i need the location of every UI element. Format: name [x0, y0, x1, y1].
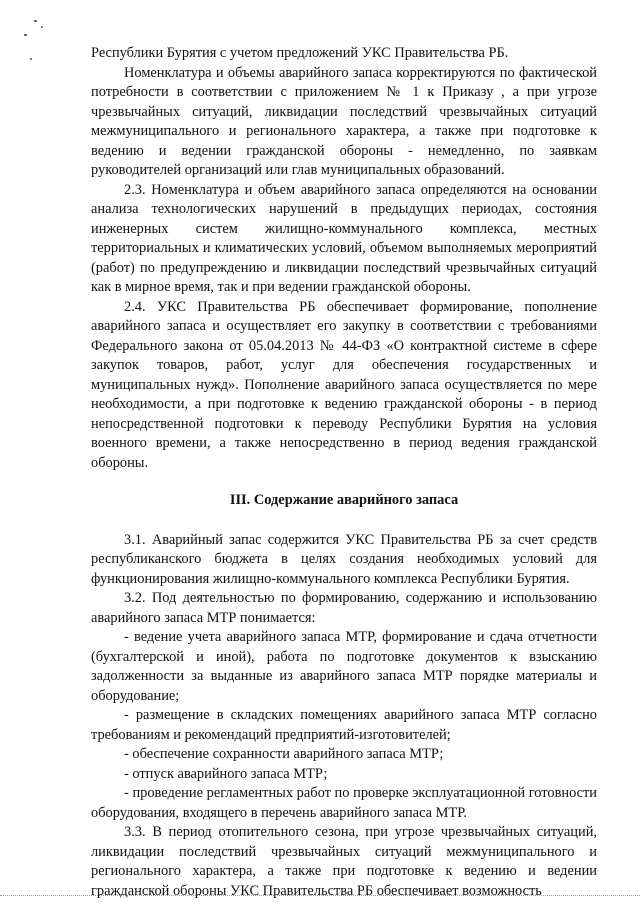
scan-speck	[41, 26, 43, 28]
list-item: - размещение в складских помещениях аварийного запаса МТР согласно требованиям и рекомендаций предприятий-изготовителей;	[91, 707, 597, 743]
paragraph: Номенклатура и объемы аварийного запаса корректируются по фактической потребности в соответствии с приложением № 1 к Приказу , а при угрозе чрезвычайных ситуаций, ликвидации последствий чрезвычайных ситуаций межмуниципального и регионального характера, а также при подготовке к ведению и ведении гражданской обороны - немедленно, по заявкам руководителей организаций или глав муниципальных образований.	[91, 64, 597, 178]
scan-specks	[22, 14, 92, 74]
list-item: - ведение учета аварийного запаса МТР, формирование и сдача отчетности (бухгалтерской и иной), работа по подготовке документов к взысканию задолженности за выданные из аварийного запаса МТР порядке материалы и оборудование;	[91, 629, 597, 704]
list-item: - обеспечение сохранности аварийного запаса МТР;	[124, 746, 444, 762]
paragraph: 3.1. Аварийный запас содержится УКС Правительства РБ за счет средств республиканского бюджета в целях создания необходимых условий для функционирования жилищно-коммунального комплекса Республики Бурятия.	[91, 531, 597, 587]
list-item: - проведение регламентных работ по проверке эксплуатационной готовности оборудования, входящего в перечень аварийного запаса МТР.	[91, 785, 597, 821]
paragraph: 2.4. УКС Правительства РБ обеспечивает формирование, пополнение аварийного запаса и осуществляет его закупку в соответствии с требованиями Федерального закона от 05.04.2013 № 44-ФЗ «О контрактной системе в сфере закупок товаров, работ, услуг для обеспечения государственных и муниципальных нужд». Пополнение аварийного запаса осуществляется по мере необходимости, а при подготовке к ведению гражданской обороны - в период непосредственной подготовки к переводу Республики Бурятия на условия военного времени, а также непосредственно в период ведения гражданской обороны.	[91, 298, 597, 471]
scan-speck	[24, 34, 27, 36]
paragraph: 3.2. Под деятельностью по формированию, содержанию и использованию аварийного запаса МТР понимается:	[91, 590, 597, 626]
document-page	[91, 44, 597, 901]
list-item: - отпуск аварийного запаса МТР;	[124, 765, 328, 782]
scan-speck	[34, 20, 37, 22]
paragraph: 3.3. В период отопительного сезона, при угрозе чрезвычайных ситуаций, ликвидации последствий чрезвычайных ситуаций межмуниципального и регионального характера, а также при подготовке к ведению и ведении гражданской обороны УКС Правительства РБ обеспечивает возможность	[91, 824, 597, 899]
section-heading: III. Содержание аварийного запаса	[229, 492, 459, 508]
paragraph: Республики Бурятия с учетом предложений УКС Правительства РБ.	[91, 45, 509, 61]
scan-bottom-edge	[0, 895, 640, 896]
paragraph: 2.3. Номенклатура и объем аварийного запаса определяются на основании анализа технологических нарушений в предыдущих периодах, состояния инженерных систем жилищно-коммунального комплекса, местных территориальных и климатических условий, объемом выполняемых мероприятий (работ) по предупреждению и ликвидации последствий чрезвычайных ситуаций как в мирное время, так и при ведении гражданской обороны.	[91, 181, 597, 295]
scan-speck	[30, 58, 32, 60]
